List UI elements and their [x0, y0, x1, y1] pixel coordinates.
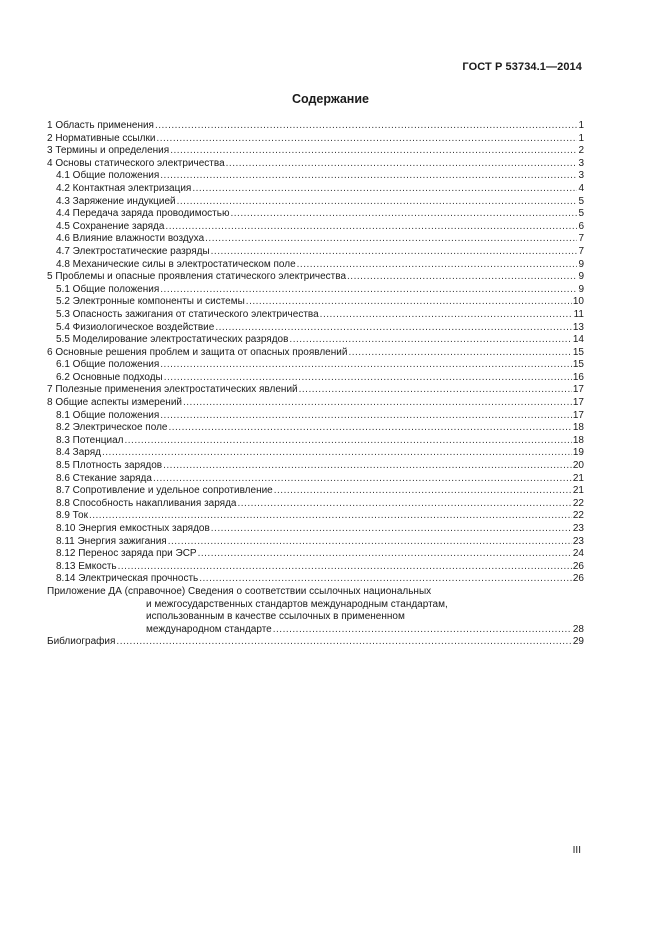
- dot-leader: [297, 259, 578, 272]
- toc-entry-page: 18: [572, 434, 584, 446]
- toc-entry-page: 5: [578, 208, 584, 220]
- toc-entry-label: 8.5 Плотность зарядов: [56, 460, 163, 472]
- annex-line-2: и межгосударственных стандартов международным стандартам,: [146, 598, 448, 610]
- dot-leader: [160, 359, 572, 372]
- toc-entry-page: 19: [572, 447, 584, 459]
- toc-entry: [47, 183, 584, 196]
- dot-leader: [237, 498, 571, 511]
- toc-entry-page: 26: [572, 573, 584, 585]
- dot-leader: [226, 158, 578, 171]
- document-code: ГОСТ Р 53734.1—2014: [462, 61, 582, 73]
- dot-leader: [153, 473, 572, 486]
- dot-leader: [160, 410, 572, 423]
- toc-entry: [47, 284, 584, 297]
- toc-entry-page: 21: [572, 472, 584, 484]
- toc-entry-page: 3: [578, 157, 584, 169]
- toc-entry-label: 8.12 Перенос заряда при ЭСР: [56, 548, 197, 560]
- toc-entry-label: 8 Общие аспекты измерений: [47, 397, 182, 409]
- toc-entry-page: 22: [572, 510, 584, 522]
- annex-label: международном стандарте: [146, 623, 272, 635]
- dot-leader: [230, 208, 577, 221]
- toc-entry-label: 7 Полезные применения электростатических явлений: [47, 384, 298, 396]
- toc-entry-label: 5.1 Общие положения: [56, 283, 160, 295]
- toc-entry-label: 8.2 Электрическое поле: [56, 422, 168, 434]
- toc-entry-page: 3: [578, 170, 584, 182]
- dot-leader: [299, 384, 572, 397]
- toc-entry-page: 15: [572, 346, 584, 358]
- toc-entry-label: 5 Проблемы и опасные проявления статического электричества: [47, 271, 347, 283]
- toc-entry: [47, 536, 584, 549]
- toc-entry-label: 4.7 Электростатические разряды: [56, 245, 210, 257]
- toc-entry-page: 17: [572, 409, 584, 421]
- toc-entry-label: 4.3 Заряжение индукцией: [56, 195, 176, 207]
- bibliography-page: 29: [572, 636, 584, 648]
- toc-annex-entry: [47, 586, 584, 636]
- dot-leader: [205, 233, 577, 246]
- toc-entry-label: 8.7 Сопротивление и удельное сопротивление: [56, 485, 273, 497]
- dot-leader: [163, 460, 572, 473]
- toc-entry-page: 7: [578, 245, 584, 257]
- dot-leader: [170, 145, 577, 158]
- toc-entry-page: 17: [572, 384, 584, 396]
- toc-entry-page: 26: [572, 560, 584, 572]
- dot-leader: [156, 133, 577, 146]
- dot-leader: [211, 246, 578, 259]
- toc-entry-label: 4.2 Контактная электризация: [56, 182, 192, 194]
- toc-entry: [47, 422, 584, 435]
- toc-entry-label: 6 Основные решения проблем и защита от опасных проявлений: [47, 346, 348, 358]
- toc-entry: [47, 133, 584, 146]
- toc-entry: [47, 372, 584, 385]
- toc-entry-page: 10: [572, 296, 584, 308]
- dot-leader: [347, 271, 577, 284]
- toc-entry: [47, 561, 584, 574]
- toc-entry-page: 16: [572, 371, 584, 383]
- toc-entry-page: 22: [572, 497, 584, 509]
- toc-entries: [47, 120, 584, 586]
- toc-entry: [47, 548, 584, 561]
- toc-entry: [47, 145, 584, 158]
- toc-entry-page: 7: [578, 233, 584, 245]
- toc-entry-page: 5: [578, 195, 584, 207]
- toc-entry-label: 1 Область применения: [47, 120, 154, 131]
- toc-entry: [47, 233, 584, 246]
- toc-entry: [47, 510, 584, 523]
- toc-entry: [47, 246, 584, 259]
- toc-entry: [47, 170, 584, 183]
- toc-entry: [47, 359, 584, 372]
- toc-entry-label: 8.14 Электрическая прочность: [56, 573, 199, 585]
- toc-entry: [47, 271, 584, 284]
- page-number: III: [572, 845, 581, 856]
- toc-entry-label: 6.1 Общие положения: [56, 359, 160, 371]
- toc-entry-page: 21: [572, 485, 584, 497]
- toc-title: Содержание: [291, 92, 369, 106]
- toc-entry-label: 2 Нормативные ссылки: [47, 132, 156, 144]
- toc-entry: [47, 196, 584, 209]
- dot-leader: [246, 296, 572, 309]
- toc-entry: [47, 221, 584, 234]
- toc-entry: [47, 485, 584, 498]
- toc-entry-label: 4.6 Влияние влажности воздуха: [56, 233, 205, 245]
- toc-entry-page: 1: [578, 132, 584, 144]
- toc-entry-label: 5.5 Моделирование электростатических разрядов: [56, 334, 289, 346]
- annex-line-1: Приложение ДА (справочное) Сведения о соответствии ссылочных национальных: [47, 585, 432, 597]
- toc-entry-label: 8.9 Ток: [56, 510, 88, 522]
- dot-leader: [199, 573, 572, 586]
- dot-leader: [164, 372, 572, 385]
- dot-leader: [183, 397, 572, 410]
- toc-entry-page: 6: [578, 220, 584, 232]
- toc-entry-page: 1: [578, 120, 584, 131]
- dot-leader: [211, 523, 572, 536]
- toc-entry-label: 8.13 Емкость: [56, 560, 117, 572]
- toc-entry: [47, 523, 584, 536]
- toc-entry: [47, 347, 584, 360]
- dot-leader: [177, 196, 578, 209]
- toc-entry: [47, 384, 584, 397]
- annex-page: 28: [572, 623, 584, 635]
- toc-entry-page: 13: [572, 321, 584, 333]
- toc-entry-label: 8.11 Энергия зажигания: [56, 535, 167, 547]
- dot-leader: [168, 422, 571, 435]
- toc-entry-page: 11: [573, 308, 584, 320]
- toc-entry-label: 8.3 Потенциал: [56, 434, 124, 446]
- toc-entry-page: 4: [578, 182, 584, 194]
- annex-line-4: [47, 624, 584, 637]
- toc-entry: [47, 397, 584, 410]
- dot-leader: [155, 120, 577, 133]
- toc-entry-label: 8.6 Стекание заряда: [56, 472, 152, 484]
- toc-entry: [47, 158, 584, 171]
- toc-entry: [47, 208, 584, 221]
- toc-entry-label: 6.2 Основные подходы: [56, 371, 163, 383]
- toc-entry-page: 18: [572, 422, 584, 434]
- toc-entry: [47, 322, 584, 335]
- toc-entry: [47, 460, 584, 473]
- toc-entry: [47, 410, 584, 423]
- toc-entry-page: 9: [578, 258, 584, 270]
- toc-entry-page: 23: [572, 523, 584, 534]
- toc-entry: [47, 447, 584, 460]
- dot-leader: [124, 435, 571, 448]
- dot-leader: [160, 284, 577, 297]
- dot-leader: [89, 510, 572, 523]
- toc-entry-page: 15: [572, 359, 584, 371]
- toc-entry-page: 9: [578, 283, 584, 295]
- toc-entry-page: 14: [572, 334, 584, 346]
- toc-entry-label: 3 Термины и определения: [47, 145, 170, 157]
- dot-leader: [160, 170, 577, 183]
- toc-entry-page: 24: [572, 548, 584, 560]
- toc-entry: [47, 498, 584, 511]
- dot-leader: [320, 309, 573, 322]
- toc-entry: [47, 435, 584, 448]
- dot-leader: [192, 183, 577, 196]
- toc-entry-label: 4 Основы статического электричества: [47, 157, 225, 169]
- toc-entry: [47, 309, 584, 322]
- toc-entry: [47, 120, 584, 133]
- dot-leader: [102, 447, 572, 460]
- dot-leader: [168, 536, 572, 549]
- table-of-contents: [47, 120, 584, 649]
- toc-entry-label: 8.10 Энергия емкостных зарядов: [56, 523, 210, 534]
- toc-entry: [47, 296, 584, 309]
- toc-entry-label: 5.4 Физиологическое воздействие: [56, 321, 215, 333]
- dot-leader: [165, 221, 577, 234]
- dot-leader: [116, 636, 571, 649]
- toc-bibliography-entry: [47, 636, 584, 649]
- toc-entry-label: 4.8 Механические силы в электростатическом поле: [56, 258, 296, 270]
- dot-leader: [198, 548, 572, 561]
- toc-entry-label: 8.4 Заряд: [56, 447, 101, 459]
- bibliography-label: Библиография: [47, 636, 116, 648]
- toc-entry-label: 4.5 Сохранение заряда: [56, 220, 165, 232]
- toc-entry-label: 5.3 Опасность зажигания от статического электричества: [56, 308, 319, 320]
- toc-entry-label: 4.1 Общие положения: [56, 170, 160, 182]
- dot-leader: [289, 334, 571, 347]
- toc-entry-page: 17: [572, 397, 584, 409]
- annex-line-3: использованным в качестве ссылочных в примененном: [146, 611, 405, 623]
- toc-entry-label: 8.8 Способность накапливания заряда: [56, 497, 237, 509]
- toc-entry: [47, 334, 584, 347]
- toc-entry-label: 4.4 Передача заряда проводимостью: [56, 208, 230, 220]
- toc-entry-page: 23: [572, 535, 584, 547]
- toc-entry-label: 5.2 Электронные компоненты и системы: [56, 296, 245, 308]
- toc-entry-page: 20: [572, 460, 584, 472]
- toc-entry-label: 8.1 Общие положения: [56, 409, 160, 421]
- toc-entry-page: 9: [578, 271, 584, 283]
- toc-entry: [47, 473, 584, 486]
- dot-leader: [118, 561, 572, 574]
- dot-leader: [274, 485, 572, 498]
- toc-entry: [47, 259, 584, 272]
- dot-leader: [215, 322, 572, 335]
- dot-leader: [273, 624, 572, 637]
- dot-leader: [348, 347, 571, 360]
- toc-entry: [47, 573, 584, 586]
- toc-entry-page: 2: [578, 145, 584, 157]
